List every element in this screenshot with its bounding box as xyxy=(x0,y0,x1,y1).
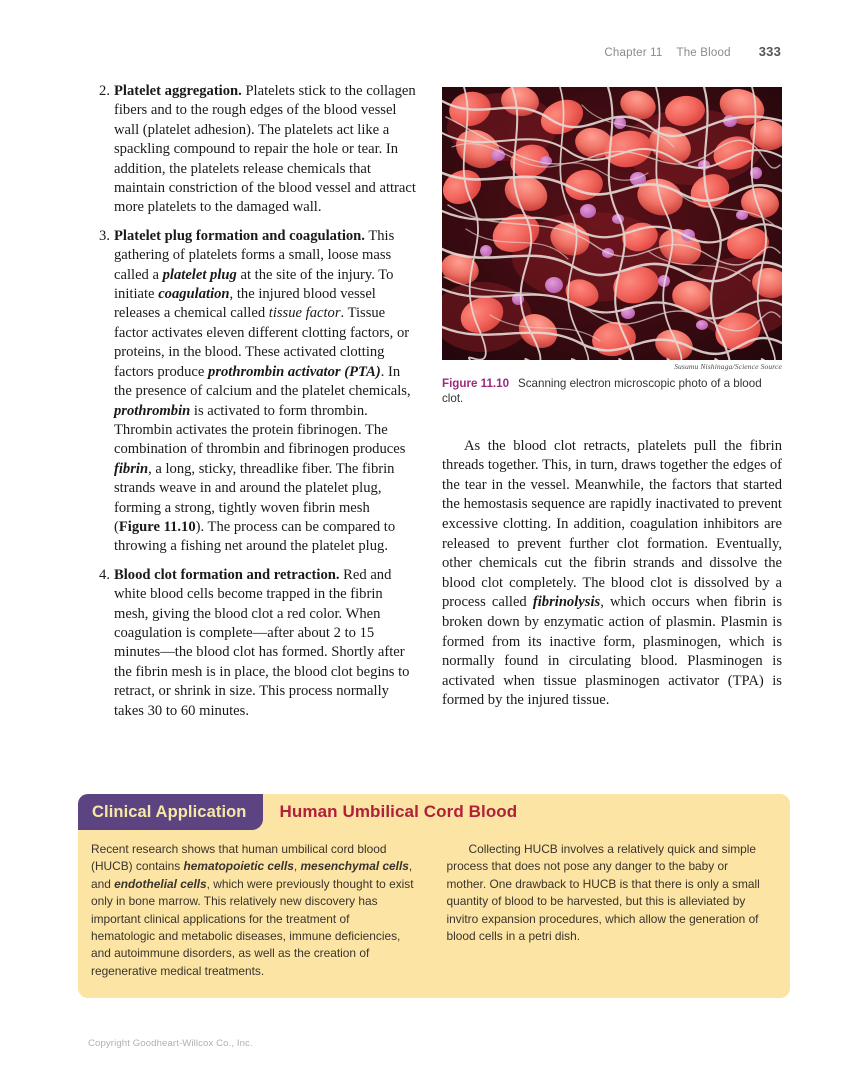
key-term-coagulation: coagulation xyxy=(158,286,230,303)
step-body-4: . Tissue factor activates eleven different clotting factors, or proteins, in the blood. These activated clotting factors produce xyxy=(114,305,410,380)
paragraph-part-1: As the blood clot retracts, platelets pull the fibrin threads together. This, in turn, draws together the edges of the tear in the vessel. Meanwhile, the factors that started the hemostasis sequence are rapidly inactivated to prevent excessive clotting. In addition, coagulation inhibitors are released to prevent further clot formation. Eventually, other chemicals cut the fibrin strands and dissolve the blood clot completely. The blood clot is dissolved by a process called xyxy=(442,437,782,611)
step-number: 4. xyxy=(99,566,110,583)
key-term-fibrinolysis: fibrinolysis xyxy=(532,594,601,611)
step-body-3: , the injured blood vessel releases a chemical called xyxy=(114,286,376,322)
key-term-endothelial-cells: endothelial cells xyxy=(114,876,207,891)
list-item-step-4 xyxy=(88,566,418,721)
running-head-chapter-number: Chapter 11 xyxy=(604,47,663,59)
step-number: 2. xyxy=(99,83,110,99)
figure-image-blood-clot xyxy=(442,87,782,360)
key-term-mesenchymal-cells: mesenchymal cells xyxy=(300,859,409,874)
clinical-left-part-2: , xyxy=(293,859,301,874)
clinical-application-left-text xyxy=(91,841,415,980)
step-body-5: . In the presence of calcium and the platelet chemicals, xyxy=(114,363,411,400)
figure-photo-credit: Susumu Nishinaga/Science Source xyxy=(674,362,782,371)
figure-caption-text: Scanning electron microscopic photo of a blood clot. xyxy=(442,377,762,405)
page-number: 333 xyxy=(758,44,781,59)
clinical-left-part-3: , and xyxy=(91,859,413,891)
step-lead-in: Platelet aggregation. xyxy=(114,83,242,99)
step-number: 3. xyxy=(99,227,110,244)
clinical-application-tag: Clinical Application xyxy=(78,794,263,830)
list-item-step-2 xyxy=(88,82,418,218)
figure-label: Figure 11.10 xyxy=(442,377,510,390)
key-term-prothrombin-activator: prothrombin activator (PTA) xyxy=(208,363,381,380)
figure-caption xyxy=(442,376,782,406)
clinical-application-right-text: Collecting HUCB involves a relatively quick and simple process that does not pose any danger to the baby or mother. One drawback to HUCB is that there is only a small quantity of blood to be harvested, but this is alleviated by invitro expansion procedures, which allow the generation of blood cells in a petri dish. xyxy=(446,842,760,944)
figure-cross-reference: Figure 11.10 xyxy=(118,518,196,535)
hemostasis-steps-list xyxy=(88,82,418,721)
running-head-chapter-title: The Blood xyxy=(676,47,731,59)
paragraph-part-2: , which occurs when fibrin is broken down by enzymatic action of plasmin. Plasmin is formed from its inactive form, plasminogen, which is normally found in circulating blood. Plasminogen is activated when tissue plasminogen activator (TPA) is formed by the injured tissue. xyxy=(442,594,782,709)
step-body-7: , a long, sticky, threadlike fiber. The fibrin strands weave in and around the platelet plug, forming a strong, tightly woven fibrin mesh ( xyxy=(114,460,395,535)
key-term-fibrin: fibrin xyxy=(114,460,149,477)
key-term-prothrombin: prothrombin xyxy=(114,402,191,419)
step-body-8: ). The process can be compared to throwing a fishing net around the platelet plug. xyxy=(114,518,396,555)
right-column-paragraph xyxy=(442,437,782,711)
clinical-application-header xyxy=(78,794,790,830)
key-term-tissue-factor: tissue factor xyxy=(268,305,341,322)
copyright-footer: Copyright Goodheart-Willcox Co., Inc. xyxy=(88,1038,253,1049)
step-lead-in: Blood clot formation and retraction. xyxy=(114,566,340,583)
step-body-6: is activated to form thrombin. Thrombin activates the protein fibrinogen. The combination of thrombin and fibrinogen produces xyxy=(114,402,406,458)
list-item-step-3 xyxy=(88,227,418,557)
left-column xyxy=(88,82,418,730)
clinical-left-part-4: , which were previously thought to exist only in bone marrow. This relatively new discovery has important clinical applications for the treatment of hematologic and metabolic diseases, immune deficiencies, and autoimmune disorders, as well as the creation of regenerative medical treatments. xyxy=(91,876,414,978)
step-body: Red and white blood cells become trapped in the fibrin mesh, giving the blood clot a red color. When coagulation is complete—after about 2 to 15 minutes—the blood clot has formed. Shortly after the fibrin mesh is in place, the blood clot begins to retract, or shrink in size. This process normally takes 30 to 60 minutes. xyxy=(114,566,410,719)
blood-clot-sem-illustration xyxy=(442,87,782,360)
clinical-application-title: Human Umbilical Cord Blood xyxy=(279,802,518,821)
step-body-2: at the site of the injury. To initiate xyxy=(114,266,394,303)
step-body: Platelets stick to the collagen fibers and to the rough edges of the blood vessel wall (platelet adhesion). The platelets act like a spackling compound to repair the hole or tear. In addition, the platelets release chemicals that maintain constriction of the blood vessel and attract more platelets to the damaged wall. xyxy=(114,83,416,216)
clinical-left-part-1: Recent research shows that human umbilical cord blood (HUCB) contains xyxy=(91,842,387,874)
running-head xyxy=(604,44,781,59)
figure-11-10 xyxy=(442,87,782,406)
step-body-1: This gathering of platelets forms a small, loose mass called a xyxy=(114,227,395,283)
key-term-hematopoietic-cells: hematopoietic cells xyxy=(183,859,294,874)
body-columns xyxy=(88,82,782,742)
clinical-application-box xyxy=(78,794,790,998)
clinical-application-columns xyxy=(78,830,790,980)
step-lead-in: Platelet plug formation and coagulation. xyxy=(114,227,365,244)
key-term-platelet-plug: platelet plug xyxy=(162,266,237,283)
